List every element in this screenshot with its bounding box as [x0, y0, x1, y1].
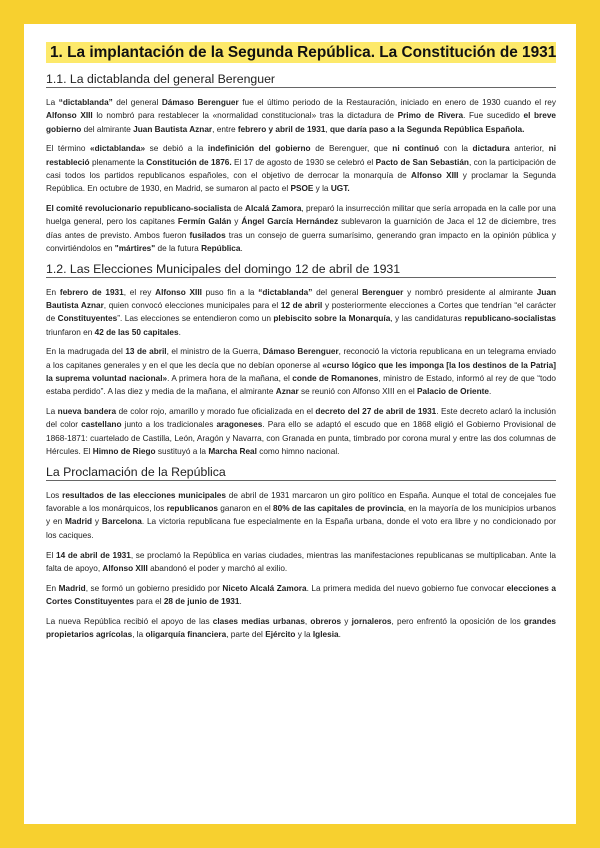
bold-text: “dictablanda” [258, 287, 313, 297]
section-heading: 1.2. Las Elecciones Municipales del domingo 12 de abril de 1931 [46, 262, 556, 278]
bold-text: Juan Bautista Aznar [133, 124, 213, 134]
text-run: , parte del [226, 630, 266, 639]
bold-text: plebiscito sobre la Monarquía [273, 314, 391, 324]
bold-text: aragoneses [216, 420, 263, 430]
bold-text: obreros [310, 616, 342, 626]
text-run: y la [313, 184, 331, 194]
text-run: El término [46, 144, 91, 154]
text-run: El [46, 550, 56, 560]
bold-text: Barcelona [101, 517, 142, 527]
bold-text: jornaleros [351, 616, 392, 626]
bold-text: Alfonso XIII [102, 563, 148, 573]
text-run: La nueva República recibió el apoyo de las [46, 616, 213, 626]
bold-text: 14 de abril de 1931 [56, 550, 131, 560]
text-run: ”. Las elecciones se entendieron como un [117, 314, 274, 324]
text-run: de abril de 1931 marcaron un giro político en España. Aunque el total de concejales fue favorable a los monárquicos, los [46, 490, 556, 514]
text-run: fue el último periodo de la Restauración, iniciado en enero de 1930 cuando el rey [238, 98, 556, 107]
bold-text: Constitución de 1876. [146, 157, 232, 167]
bold-text: «curso lógico que les imponga [la los destinos de la Patria] la suprema voluntad nacional» [46, 360, 556, 384]
bold-text: oligarquía financiera [145, 630, 227, 639]
text-run: . [239, 596, 242, 606]
bold-text: Alcalá Zamora [245, 204, 302, 214]
text-run: Los [46, 490, 63, 500]
text-run: , [304, 616, 311, 626]
paragraph [46, 345, 556, 398]
text-run: y [92, 517, 102, 527]
text-run: de la futura [155, 243, 202, 253]
text-run: La [46, 407, 58, 417]
text-run: . La victoria republicana fue especialmente en la España urbana, donde el voto era libre y no condicionado por los caciques. [46, 517, 556, 540]
bold-text: Berenguer [362, 287, 404, 297]
text-run: , y las candidaturas [390, 314, 465, 324]
bold-text: grandes propietarios agrícolas [46, 616, 556, 639]
text-run: y posteriormente elecciones a Cortes que tendrían “el carácter de [46, 301, 556, 324]
text-run: , se proclamó la República en varias ciudades, mientras las manifestaciones republicanas se multiplicaban. Ante la falta de apoyo, [46, 550, 556, 573]
text-run: de Berenguer, que [310, 144, 393, 154]
text-run: La [46, 98, 59, 107]
text-run: y [231, 217, 242, 227]
bold-text: Alfonso XIII [411, 170, 459, 180]
text-run: abandonó el poder y marchó al exilio. [147, 563, 288, 573]
text-run: , [325, 124, 331, 134]
text-run: plenamente la [89, 157, 147, 167]
text-run: . Fue sucedido [463, 111, 524, 121]
bold-text: que daría paso a la Segunda República Española. [330, 124, 525, 134]
bold-text: decreto del 27 de abril de 1931 [315, 407, 437, 417]
bold-text: 28 de junio de 1931 [163, 596, 240, 606]
text-run: . [338, 630, 341, 639]
text-run: junto a los tradicionales [121, 420, 217, 430]
section-heading: La Proclamación de la República [46, 465, 556, 481]
text-run: y [341, 616, 352, 626]
text-run: para el [134, 596, 164, 606]
bold-text: Fermín Galán [177, 217, 232, 227]
bold-text: elecciones a Cortes Constituyentes [46, 583, 556, 606]
bold-text: Primo de Rivera [397, 111, 464, 121]
bold-text: febrero y abril de 1931 [237, 124, 326, 134]
text-run: , pero enfrentó la oposición de los [391, 616, 524, 626]
text-run: . [178, 327, 181, 337]
text-run: , quien convocó elecciones municipales para el [103, 301, 281, 311]
text-run: , entre [212, 124, 238, 134]
bold-text: El comité revolucionario republicano-socialista [46, 204, 232, 214]
text-run: , preparó la insurrección militar que sería arropada en la calle por una huelga general, pero los capitanes [46, 204, 556, 227]
text-run: , ministro de Estado, informó al rey de que “todo estaba perdido”. A las diez y media de la mañana, el almirante [46, 374, 557, 397]
bold-text: Madrid [65, 517, 93, 527]
text-run: como himno nacional. [256, 447, 340, 457]
text-run: se debió a la [145, 144, 208, 154]
bold-text: clases medias urbanas [212, 616, 305, 626]
text-run: del general [112, 98, 162, 107]
text-run: anterior, [509, 144, 549, 154]
bold-text: 12 de abril [280, 301, 323, 311]
bold-text: 42 de las 50 capitales [94, 327, 179, 337]
bold-text: el breve gobierno [46, 111, 557, 134]
bold-text: resultados de las elecciones municipales [62, 490, 226, 500]
text-run: , el rey [123, 287, 156, 297]
bold-text: febrero de 1931 [59, 287, 124, 297]
bold-text: Alfonso XIII [46, 111, 93, 121]
text-run: , el ministro de la Guerra, [166, 347, 263, 357]
text-run: , con la participación de casi todos los partidos republicanos españoles, con el objetivo de derrocar la monarquía de [46, 157, 556, 180]
bold-text: «dictablanda» [90, 144, 146, 154]
text-run: triunfaron en [46, 327, 95, 337]
text-run: El 17 de agosto de 1930 se celebró el [231, 157, 376, 167]
bold-text: republicano-socialistas [464, 314, 557, 324]
bold-text: Ángel García Hernández [241, 217, 339, 227]
text-run: del almirante [81, 124, 134, 134]
bold-text: fusilados [189, 230, 226, 240]
text-run: , reconoció la victoria republicana en un telegrama enviado a los capitanes generales y en el que les decía que no debían oponerse al [46, 347, 556, 370]
bold-text: castellano [81, 420, 122, 430]
bold-text: Himno de Riego [92, 447, 156, 457]
text-run: . Este decreto aclaró la inclusión del color [46, 407, 557, 430]
text-run: del general [312, 287, 363, 297]
text-run: . A primera hora de la mañana, el [167, 374, 293, 384]
paragraph [46, 405, 556, 458]
section-heading: 1.1. La dictablanda del general Berenguer [46, 72, 556, 88]
bold-text: Dámaso Berenguer [262, 347, 339, 357]
bold-text: Iglesia [312, 630, 339, 639]
bold-text: UGT. [330, 184, 350, 194]
bold-text: ni continuó [392, 144, 440, 154]
paragraph [46, 549, 556, 576]
text-run: En [46, 583, 59, 593]
document-body [46, 72, 556, 641]
text-run: . [240, 243, 243, 253]
paragraph [46, 96, 556, 136]
paragraph [46, 615, 556, 642]
bold-text: “dictablanda” [58, 98, 113, 107]
bold-text: Pacto de San Sebastián [375, 157, 469, 167]
bold-text: Aznar [275, 387, 299, 397]
text-run: de [231, 204, 246, 214]
paragraph [46, 286, 556, 339]
bold-text: Niceto Alcalá Zamora [222, 583, 307, 593]
bold-text: República [201, 243, 241, 253]
bold-text: Alfonso XIII [155, 287, 202, 297]
text-run: y proclamar la Segunda República. En octubre de 1930, en Madrid, se sumaron al pacto el [46, 170, 556, 194]
text-run: En [46, 287, 60, 297]
bold-text: Madrid [58, 583, 86, 593]
bold-text: 13 de abril [125, 347, 167, 357]
bold-text: Ejército [265, 630, 296, 639]
text-run: con la [439, 144, 473, 154]
text-run: sustituyó a la [155, 447, 209, 457]
paragraph [46, 582, 556, 609]
bold-text: indefinición del gobierno [207, 144, 311, 154]
text-run: . La primera medida del nuevo gobierno fue convocar [306, 583, 507, 593]
bold-text: 80% de las capitales de provincia [273, 504, 404, 514]
text-run: . [489, 387, 492, 397]
bold-text: PSOE [290, 184, 314, 194]
text-run: En la madrugada del [46, 347, 126, 357]
text-run: , la [132, 630, 146, 639]
text-run: . Para ello se adaptó el escudo que en 1868 eligió el Gobierno Provisional de 1868-1871: cuartelado de Castilla, León, Aragón y Navarra, con Granada en punta, timbrado por corona mural y entre las dos columnas de Hércules. El [46, 420, 556, 457]
document-page [24, 24, 576, 824]
page-title: 1. La implantación de la Segunda República. La Constitución de 1931 [46, 42, 556, 63]
text-run: de color rojo, amarillo y morado fue oficializada en el [116, 407, 316, 417]
bold-text: Dámaso Berenguer [161, 98, 239, 107]
bold-text: Constituyentes [57, 314, 118, 324]
text-run: sublevaron la guarnición de Jaca el 12 de diciembre, tres días antes de previsto. Ambos fueron [46, 217, 556, 240]
bold-text: dictadura [472, 144, 510, 154]
bold-text: "mártires" [114, 243, 156, 253]
paragraph [46, 202, 556, 255]
bold-text: ni restableció [46, 144, 557, 167]
bold-text: Juan Bautista Aznar [46, 287, 556, 311]
text-run: , en la mayoría de los municipios urbanos y en [46, 504, 557, 527]
text-run: y la [295, 630, 313, 639]
text-run: tras un consejo de guerra sumarísimo, generando gran impacto en la opinión pública y convirtiéndolos en [46, 230, 556, 253]
text-run: y nombró presidente al almirante [403, 287, 537, 297]
bold-text: conde de Romanones [292, 374, 379, 384]
bold-text: Palacio de Oriente [417, 387, 490, 397]
paragraph [46, 142, 556, 195]
text-run: se reunió con Alfonso XIII en el [298, 387, 418, 397]
paragraph [46, 489, 556, 542]
bold-text: nueva bandera [57, 407, 117, 417]
bold-text: republicanos [166, 504, 218, 514]
bold-text: Marcha Real [208, 447, 257, 457]
text-run: puso fin a la [201, 287, 259, 297]
text-run: , se formó un gobierno presidido por [85, 583, 223, 593]
text-run: lo nombró para restablecer la «normalidad constitucional» tras la dictadura de [92, 111, 398, 121]
text-run: ganaron en el [217, 504, 274, 514]
